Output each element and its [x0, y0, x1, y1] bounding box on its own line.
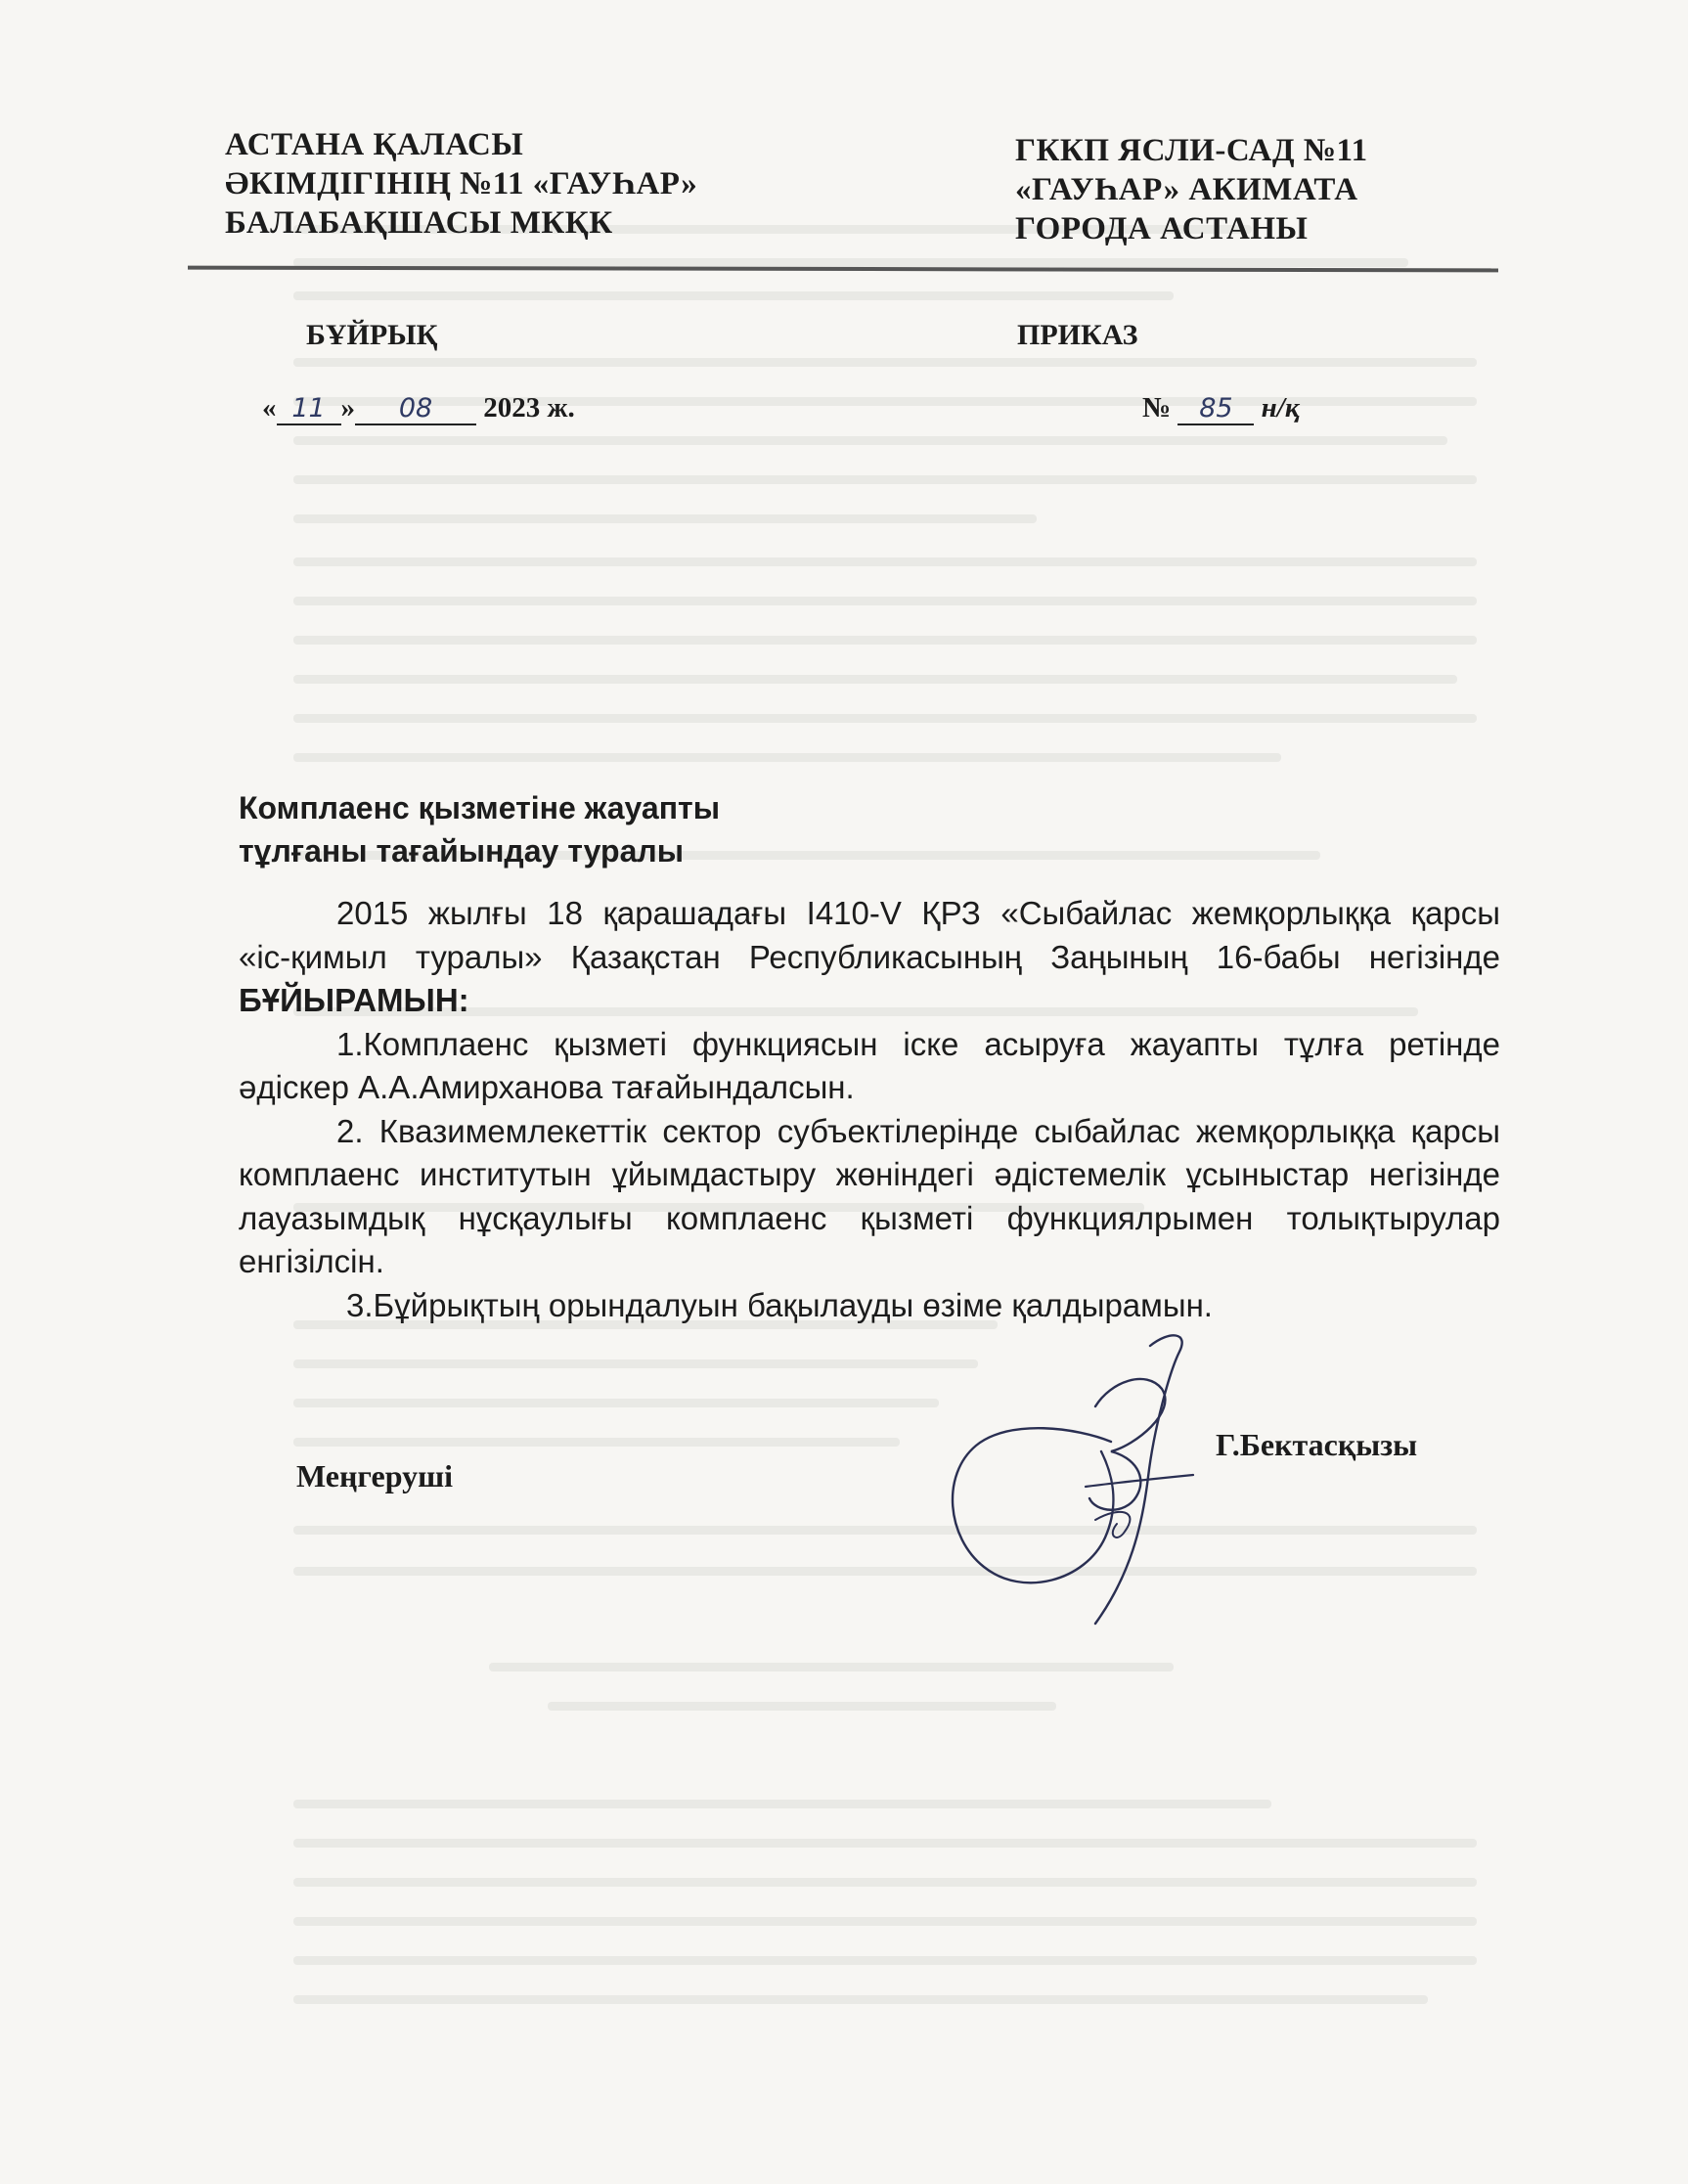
- subject-line: Комплаенс қызметіне жауапты: [239, 790, 721, 825]
- preamble-line: 2015 жылғы 18 қарашадағы І410-V ҚРЗ «Сыбайлас жемқорлыққа қарсы: [336, 895, 1500, 931]
- item-3-line: 3.Бұйрықтың орындалуын бақылауды өзіме қалдырамын.: [346, 1286, 1213, 1323]
- date-month-handwritten: 08: [355, 394, 476, 425]
- order-number: [1142, 392, 1300, 425]
- order-subject: [239, 786, 720, 872]
- command-word: БҰЙЫРАМЫН:: [239, 982, 469, 1018]
- order-label-ru: ПРИКАЗ: [1017, 319, 1138, 351]
- header-left-line: БАЛАБАҚШАСЫ МКҚК: [225, 205, 613, 241]
- item-1-line: 1.Комплаенс қызметі функциясын іске асыруға жауапты тұлға ретінде: [336, 1025, 1500, 1062]
- header-left-org-kz: [225, 125, 697, 243]
- preamble-line: «іс-қимыл туралы» Қазақстан Республикасының Заңының 16-бабы негізінде: [239, 938, 1500, 975]
- item-2-line: комплаенс институтын ұйымдастыру жөніндегі әдістемелік ұсыныстар негізінде: [239, 1156, 1500, 1192]
- date-year: 2023 ж.: [483, 392, 575, 423]
- date-open-quote: «: [262, 392, 277, 423]
- subject-line: тұлғаны тағайындау туралы: [239, 833, 685, 869]
- item-2-line: енгізілсін.: [239, 1243, 384, 1279]
- header-right-org-ru: [1015, 131, 1368, 248]
- date-close-quote: »: [340, 392, 355, 423]
- number-suffix: н/қ: [1261, 392, 1300, 423]
- item-1-line: әдіскер А.А.Амирханова тағайындалсын.: [239, 1069, 855, 1105]
- number-sign: №: [1142, 392, 1172, 423]
- number-handwritten: 85: [1177, 394, 1254, 425]
- header-right-line: ГККП ЯСЛИ-САД №11: [1015, 133, 1368, 168]
- order-label-kz: БҰЙРЫҚ: [306, 319, 438, 351]
- header-left-line: АСТАНА ҚАЛАСЫ: [225, 127, 524, 162]
- header-right-line: «ГАУҺАР» АКИМАТА: [1015, 172, 1358, 207]
- signatory-name: Г.Бектасқызы: [1216, 1427, 1418, 1462]
- order-body: [239, 892, 1500, 1327]
- handwritten-signature: [939, 1311, 1271, 1633]
- item-2-line: лауазымдық нұсқаулығы комплаенс қызметі функциялрымен толықтырулар: [239, 1199, 1500, 1236]
- header-left-line: ӘКІМДІГІНІҢ №11 «ГАУҺАР»: [225, 166, 698, 201]
- order-date: [262, 392, 575, 425]
- header-right-line: ГОРОДА АСТАНЫ: [1015, 211, 1309, 246]
- item-2-line: 2. Квазимемлекеттік сектор субъектілерінде сыбайлас жемқорлыққа қарсы: [336, 1112, 1500, 1149]
- signatory-title: Меңгеруші: [296, 1458, 454, 1493]
- date-day-handwritten: 11: [277, 394, 341, 425]
